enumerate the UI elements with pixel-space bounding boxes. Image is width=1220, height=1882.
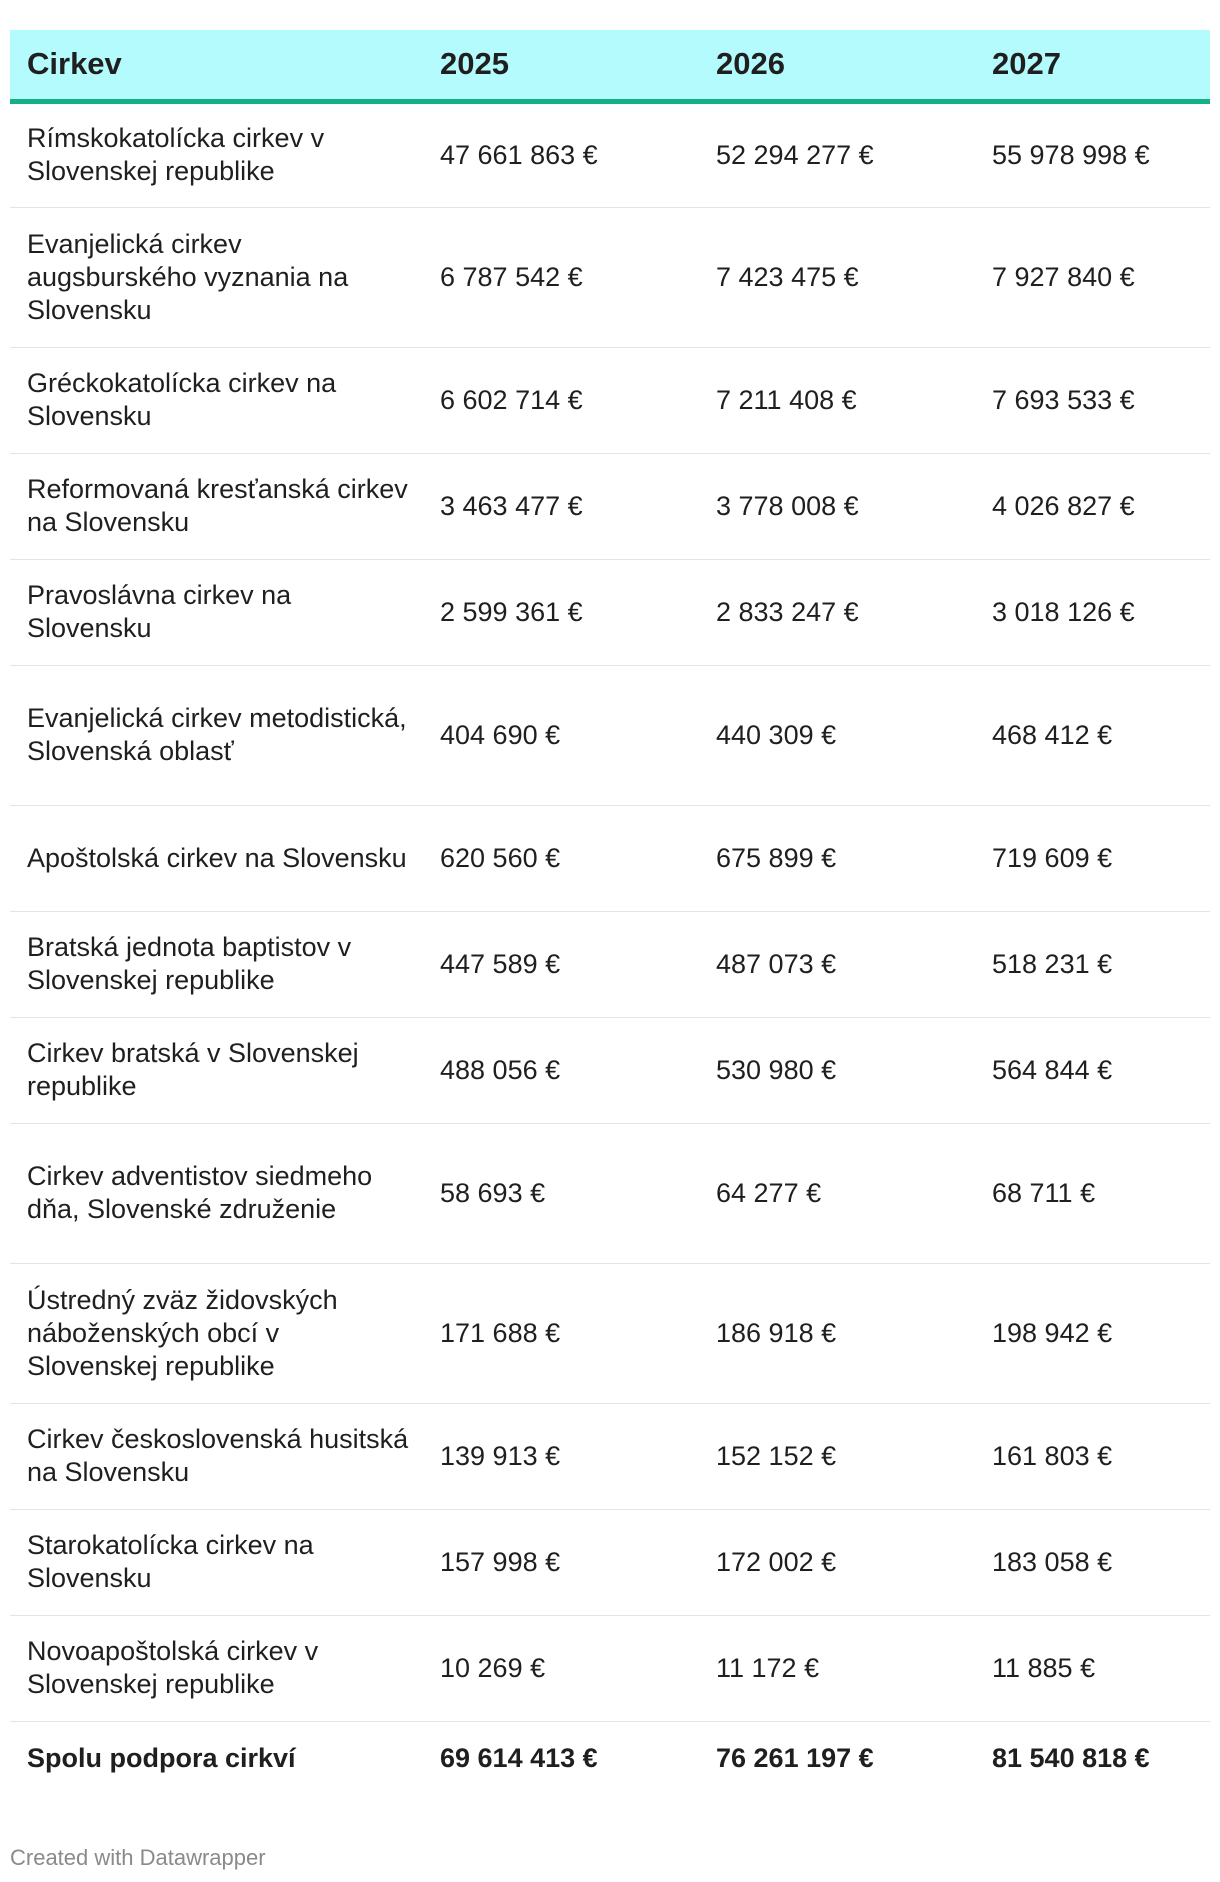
value-2026-cell: 186 918 €	[699, 1263, 975, 1403]
table-container	[10, 30, 1210, 1796]
value-2027-cell: 161 803 €	[975, 1403, 1210, 1509]
value-2025-cell: 58 693 €	[423, 1123, 699, 1263]
table-row	[10, 805, 1210, 911]
value-2026-cell: 530 980 €	[699, 1017, 975, 1123]
value-2025-cell: 488 056 €	[423, 1017, 699, 1123]
value-2026-cell: 440 309 €	[699, 665, 975, 805]
table-total-row	[10, 1721, 1210, 1796]
table-row	[10, 1017, 1210, 1123]
value-2025-cell: 2 599 361 €	[423, 559, 699, 665]
church-name-cell: Ústredný zväz židovských náboženských obcí v Slovenskej republike	[10, 1263, 423, 1403]
value-2027-cell: 7 693 533 €	[975, 347, 1210, 453]
table-row	[10, 453, 1210, 559]
church-name-cell: Cirkev československá husitská na Slovensku	[10, 1403, 423, 1509]
value-2026-cell: 11 172 €	[699, 1615, 975, 1721]
value-2026-cell: 172 002 €	[699, 1509, 975, 1615]
value-2026-cell: 3 778 008 €	[699, 453, 975, 559]
value-2027-cell: 183 058 €	[975, 1509, 1210, 1615]
value-2027-cell: 198 942 €	[975, 1263, 1210, 1403]
value-2027-cell: 7 927 840 €	[975, 207, 1210, 347]
church-name-cell: Apoštolská cirkev na Slovensku	[10, 805, 423, 911]
church-name-cell: Evanjelická cirkev augsburského vyznania na Slovensku	[10, 207, 423, 347]
value-2025-cell: 620 560 €	[423, 805, 699, 911]
table-row	[10, 559, 1210, 665]
table-row	[10, 665, 1210, 805]
value-2026-cell: 52 294 277 €	[699, 101, 975, 207]
total-label-cell: Spolu podpora cirkví	[27, 1743, 296, 1773]
church-name-cell: Evanjelická cirkev metodistická, Slovenská oblasť	[10, 665, 423, 805]
value-2027-cell: 4 026 827 €	[975, 453, 1210, 559]
value-2025-cell: 6 787 542 €	[423, 207, 699, 347]
value-2027-cell: 3 018 126 €	[975, 559, 1210, 665]
value-2026-cell: 2 833 247 €	[699, 559, 975, 665]
value-2025-cell: 447 589 €	[423, 911, 699, 1017]
value-2026-cell: 487 073 €	[699, 911, 975, 1017]
column-header-2027[interactable]: 2027	[975, 30, 1210, 101]
table-header-row	[10, 30, 1210, 101]
column-header-church[interactable]: Cirkev	[10, 30, 423, 101]
value-2025-cell: 139 913 €	[423, 1403, 699, 1509]
table-row	[10, 1403, 1210, 1509]
value-2027-cell: 719 609 €	[975, 805, 1210, 911]
value-2027-cell: 564 844 €	[975, 1017, 1210, 1123]
value-2025-cell: 404 690 €	[423, 665, 699, 805]
table-row	[10, 1263, 1210, 1403]
church-name-cell: Novoapoštolská cirkev v Slovenskej republike	[10, 1615, 423, 1721]
church-funding-table	[10, 30, 1210, 1796]
value-2025-cell: 10 269 €	[423, 1615, 699, 1721]
church-name-cell: Pravoslávna cirkev na Slovensku	[10, 559, 423, 665]
value-2027-cell: 518 231 €	[975, 911, 1210, 1017]
table-row	[10, 1509, 1210, 1615]
church-name-cell: Cirkev adventistov siedmeho dňa, Slovenské združenie	[10, 1123, 423, 1263]
value-2026-cell: 7 211 408 €	[699, 347, 975, 453]
total-2027-cell: 81 540 818 €	[992, 1743, 1150, 1773]
value-2027-cell: 55 978 998 €	[975, 101, 1210, 207]
total-2026-cell: 76 261 197 €	[716, 1743, 874, 1773]
church-name-cell: Starokatolícka cirkev na Slovensku	[10, 1509, 423, 1615]
value-2025-cell: 3 463 477 €	[423, 453, 699, 559]
church-name-cell: Cirkev bratská v Slovenskej republike	[10, 1017, 423, 1123]
church-name-cell: Rímskokatolícka cirkev v Slovenskej republike	[10, 101, 423, 207]
column-header-2026[interactable]: 2026	[699, 30, 975, 101]
datawrapper-credit[interactable]: Created with Datawrapper	[10, 1845, 266, 1870]
value-2025-cell: 171 688 €	[423, 1263, 699, 1403]
value-2025-cell: 157 998 €	[423, 1509, 699, 1615]
value-2027-cell: 68 711 €	[975, 1123, 1210, 1263]
church-name-cell: Reformovaná kresťanská cirkev na Slovensku	[10, 453, 423, 559]
value-2025-cell: 47 661 863 €	[423, 101, 699, 207]
value-2026-cell: 64 277 €	[699, 1123, 975, 1263]
table-row	[10, 911, 1210, 1017]
value-2026-cell: 675 899 €	[699, 805, 975, 911]
value-2027-cell: 468 412 €	[975, 665, 1210, 805]
total-2025-cell: 69 614 413 €	[440, 1743, 598, 1773]
church-name-cell: Bratská jednota baptistov v Slovenskej republike	[10, 911, 423, 1017]
value-2026-cell: 7 423 475 €	[699, 207, 975, 347]
table-row	[10, 207, 1210, 347]
value-2025-cell: 6 602 714 €	[423, 347, 699, 453]
table-row	[10, 1123, 1210, 1263]
table-row	[10, 347, 1210, 453]
value-2027-cell: 11 885 €	[975, 1615, 1210, 1721]
table-row	[10, 101, 1210, 207]
value-2026-cell: 152 152 €	[699, 1403, 975, 1509]
church-name-cell: Gréckokatolícka cirkev na Slovensku	[10, 347, 423, 453]
table-row	[10, 1615, 1210, 1721]
column-header-2025[interactable]: 2025	[423, 30, 699, 101]
